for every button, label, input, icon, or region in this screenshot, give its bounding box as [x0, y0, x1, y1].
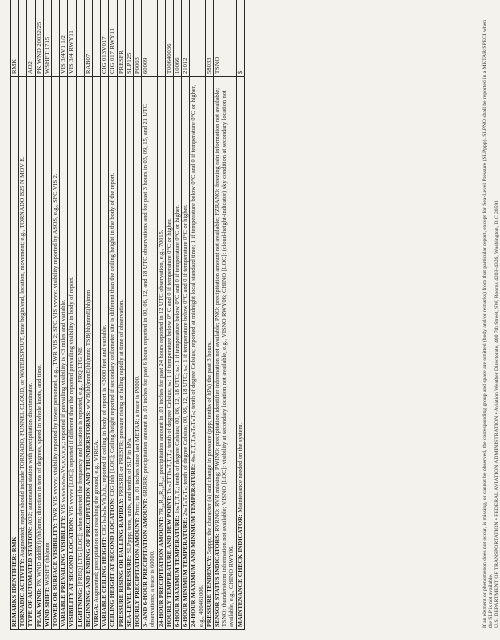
table-row [190, 0, 205, 630]
row-example-code: TSNO [214, 0, 237, 77]
row-example-code: VIS 3/4 RWY11 [68, 0, 76, 77]
row-heading: PRESSURE TENDENCY: [205, 555, 213, 627]
row-text: PRESRR or PRESFR; pressure rising or falling rapidly at time of observation. [117, 299, 125, 497]
row-heading: SENSOR STATUS INDICATORS: [214, 533, 222, 627]
table-row [182, 0, 190, 630]
table-row [109, 0, 117, 630]
row-text: w'w'B(hh)mmE(hh)mm; TSB(hh)mmE(hh)mm [84, 290, 92, 410]
remarks-table-body [11, 0, 245, 630]
row-description [35, 77, 43, 630]
table-row [134, 0, 142, 630]
footer-agency: U.S. DEPARTMENT OF TRANSPORTATION • FEDERAL AVIATION ADMINISTRATION • Aviation Weather Directorate, 400 7th Street, SW, Rooms 4203-4326, Washington, D.C 20591 [494, 200, 500, 628]
row-heading: 3- AND 6-HOUR PRECIPITATION AMOUNT: [142, 498, 150, 627]
row-description [27, 77, 35, 630]
row-example-code: 60009 [142, 0, 157, 77]
row-description [125, 77, 133, 630]
row-example-code [157, 0, 165, 77]
row-example-code: VIS 3/4V1 1/2 [60, 0, 68, 77]
row-text: Augmented; report should include TORNADO, FUNNEL CLOUD, or WATERSPOUT, time begin/end, location, movement; e.g., TORNADO B25 N MOV E. [19, 156, 27, 558]
row-heading: 24-HOUR MAXIMUM AND MINIMUM TEMPERATURE: [190, 463, 198, 627]
row-text: TWR VIS vvvvv; visibility reported by tower personnel, e.g., TWR VIS 2; SFC VIS vvvvv: visibility reported by ASOS, e.g., SFC VIS 2. [52, 173, 60, 522]
row-description [60, 77, 68, 630]
row-heading: 6-HOUR MINIMUM TEMPERATURE: [182, 517, 190, 627]
row-description [109, 77, 117, 630]
row-text: Maintenance needed on the system. [236, 422, 244, 513]
row-description [205, 77, 213, 630]
row-example-code: P0003 [134, 0, 142, 77]
row-text: WSHFT (hh)mm [43, 542, 51, 586]
row-description [236, 77, 244, 630]
row-description [43, 77, 51, 630]
row-example-code: PRESFR [117, 0, 125, 77]
table-row [27, 0, 35, 630]
row-heading: TYPE OF AUTOMATED STATION: [27, 526, 35, 627]
table-row [165, 0, 173, 630]
row-example-code [52, 0, 60, 77]
table-row [84, 0, 92, 630]
row-example-code: RAB07 [84, 0, 92, 77]
row-heading: BEGINNING AND ENDING OF PRECIPITATION AND THUNDERSTORMS: [84, 410, 92, 627]
table-row [236, 0, 244, 630]
metar-remarks-table [10, 0, 245, 630]
row-heading: VARIABLE PREVAILING VISIBILITY: [60, 515, 68, 627]
row-example-code: WSHFT 1715 [43, 0, 51, 77]
row-text: Augmented; precipitation not reaching the ground, e.g., VIRGA. [93, 439, 101, 603]
footer-note: If an element or phenomenon does not occur, is missing, or cannot be observed, the corresponding group and space are omitted (body and/or remarks) from that particular report, except for Sea-Level Pressure (SLPppp). SLPNO shall be reported in a METAR/SPECI when the SLP is not available. [482, 19, 494, 628]
row-text: PK WND dddff(f)/(hh)mm; direction in tens of degrees, speed in whole knots, and time. [35, 364, 43, 587]
row-text: 2sₙTₙTₙTₙ; tenth of degree Celsius; 00, 06, 12, 18 UTC; sₙ: 1 if temperature below 0°C and 0 if temperature 0°C or higher. [182, 204, 190, 516]
row-text: [FREQ] LTG [LOC]; when detected the frequency and location is reported, e.g., FRQ LTG NE [76, 347, 84, 587]
row-example-code: SLP125 [125, 0, 133, 77]
row-description [117, 77, 125, 630]
footer [482, 12, 500, 628]
table-row [11, 0, 19, 630]
row-heading: SEA-LEVEL PRESSURE: [125, 555, 133, 627]
row-heading: 24-HOUR PRECIPITATION AMOUNT: [157, 516, 165, 627]
row-example-code: T00640036 [165, 0, 173, 77]
row-text: 6RRRR; precipitation amount in .01 inches for past 6 hours reported in 00, 06, 12, and 18 UTC observations and for past 3 hours in 03, 09, 15, and 21 UTC observations; a trace is 60000. [142, 104, 157, 627]
row-description [76, 77, 84, 630]
table-row [19, 0, 27, 630]
row-description [134, 77, 142, 630]
row-heading: PRESSURE RISING OR FALLING RAPIDLY: [117, 498, 125, 627]
row-description [11, 77, 19, 630]
table-row [125, 0, 133, 630]
row-example-code [76, 0, 84, 77]
row-description [157, 77, 165, 630]
row-example-code: $ [236, 0, 244, 77]
row-text: 1sₙTₓTₓTₓ; tenth of degree Celsius; 00, 06, 12, 18 UTC; sₙ: 1 if temperature below 0°C and 0 if temperature 0°C or higher. [174, 205, 182, 514]
row-text: VIS vvvvv [LOC]; reported if different than the reported prevailing visibility in body of report. [68, 276, 76, 517]
table-row [76, 0, 84, 630]
row-text: SLPppp; tens, units, and tenths of SLP in hPa. [125, 437, 133, 554]
row-description [174, 77, 182, 630]
row-heading: LIGHTNING: [76, 587, 84, 627]
row-text: CIG hhh [LOC]; Ceiling height reported if secondary ceilometer site is different than the ceiling height in the body of the report. [109, 172, 117, 497]
table-row [205, 0, 213, 630]
row-example-code: CIG 013V017 [101, 0, 109, 77]
table-row [35, 0, 43, 630]
row-example-code [93, 0, 101, 77]
row-heading: WIND SHIFT: [43, 587, 51, 627]
row-text: 7R₂₄R₂₄R₂₄R₂₄; precipitation amount in .01 inches for past 24 hours reported in 12 UTC observation, e.g., 70015. [157, 229, 165, 516]
row-text: RVRNO: RVR missing; PWINO: precipitation identifier information not available; PNO: precipitation amount not available; FZRANO: freezing rain information not available; TSNO: thunderstorm information not available; VISNO [LOC]: visibility at secondary location not available, e.g., VISNO RWY06; CHINO [LOC]: (cloud-height-indicator) sky condition at secondary location not available, e.g., CHINO RWY06. [214, 88, 236, 627]
row-text: CIG hₙhₙhₙVhₓhₓhₓ; reported if ceiling in body of report is <3000 feet and variable. [101, 324, 109, 536]
row-description [68, 77, 76, 630]
row-text: Prrrr; in .01 inches since last METAR; a trace is P0000. [134, 375, 142, 516]
row-description [214, 77, 237, 630]
row-heading: MAINTENANCE CHECK INDICATOR: [236, 514, 244, 627]
row-heading: TORNADIC ACTIVITY: [19, 558, 27, 627]
row-heading: VIRGA: [93, 603, 101, 627]
row-heading: VISIBILITY AT SECOND LOCATION: [68, 517, 76, 627]
table-row [157, 0, 165, 630]
row-example-code: CIG 017 RWY11 [109, 0, 117, 77]
row-heading: PEAK WIND: [35, 588, 43, 627]
table-row [117, 0, 125, 630]
row-description [19, 77, 27, 630]
row-text: 4sₙTₓTₓTₓsₙTₙTₙTₙ; tenth of degree Celsius; reported at midnight local standard time; 1 if temperature below 0°C and 0 if temperature 0°C or higher, e.g., 400461006. [190, 85, 205, 627]
table-row [214, 0, 237, 630]
row-description [165, 77, 173, 630]
table-row [142, 0, 157, 630]
row-description [142, 77, 157, 630]
row-example-code: AO2 [27, 0, 35, 77]
row-example-code: RMK [11, 0, 19, 77]
row-example-code: 21012 [182, 0, 190, 77]
row-heading: HOURLY PRECIPITATION AMOUNT: [134, 517, 142, 627]
row-text: Ts ₙTTTsₙTₐTₐTₐ; tenth of degree Celsius; sₙ: 1 if temperature below 0° C and 0 if temperature 0°C or higher. [165, 218, 173, 495]
row-description [182, 77, 190, 630]
row-description [52, 77, 60, 630]
row-heading: 6-HOUR MAXIMUM TEMPERATURE: [174, 515, 182, 627]
row-heading: CEILING HEIGHT AT SECOND LOCATION: [109, 498, 117, 627]
row-example-code: 58033 [205, 0, 213, 77]
row-example-code [19, 0, 27, 77]
row-example-code [190, 0, 205, 77]
row-heading: VARIABLE CEILING HEIGHT: [101, 536, 109, 627]
table-row [93, 0, 101, 630]
row-text: AO2; automated station with precipitation discriminator. [27, 382, 35, 526]
row-heading: HOURLY TEMPERATURE AND DEW POINT: [165, 495, 173, 627]
row-heading: REMARKS IDENTIFIER: RMK [11, 536, 18, 627]
table-row [60, 0, 68, 630]
table-row [43, 0, 51, 630]
row-description [93, 77, 101, 630]
row-description [101, 77, 109, 630]
row-example-code: 10066 [174, 0, 182, 77]
table-row [52, 0, 60, 630]
row-heading: TOWER OR SURFACE VISIBILITY: [52, 523, 60, 627]
row-description [84, 77, 92, 630]
table-row [174, 0, 182, 630]
row-text: VIS vₙvₙvₙvₙvₙVvₓvₓvₓvₓvₓ; reported if prevailing visibility is <3 miles and variable. [60, 299, 68, 515]
row-text: 5appp; the character (a) and change in pressure (ppp; tenths of hPa) the past 3 hours. [205, 341, 213, 555]
table-row [68, 0, 76, 630]
table-row [101, 0, 109, 630]
row-example-code: PK WND 20032/25 [35, 0, 43, 77]
row-description [190, 77, 205, 630]
